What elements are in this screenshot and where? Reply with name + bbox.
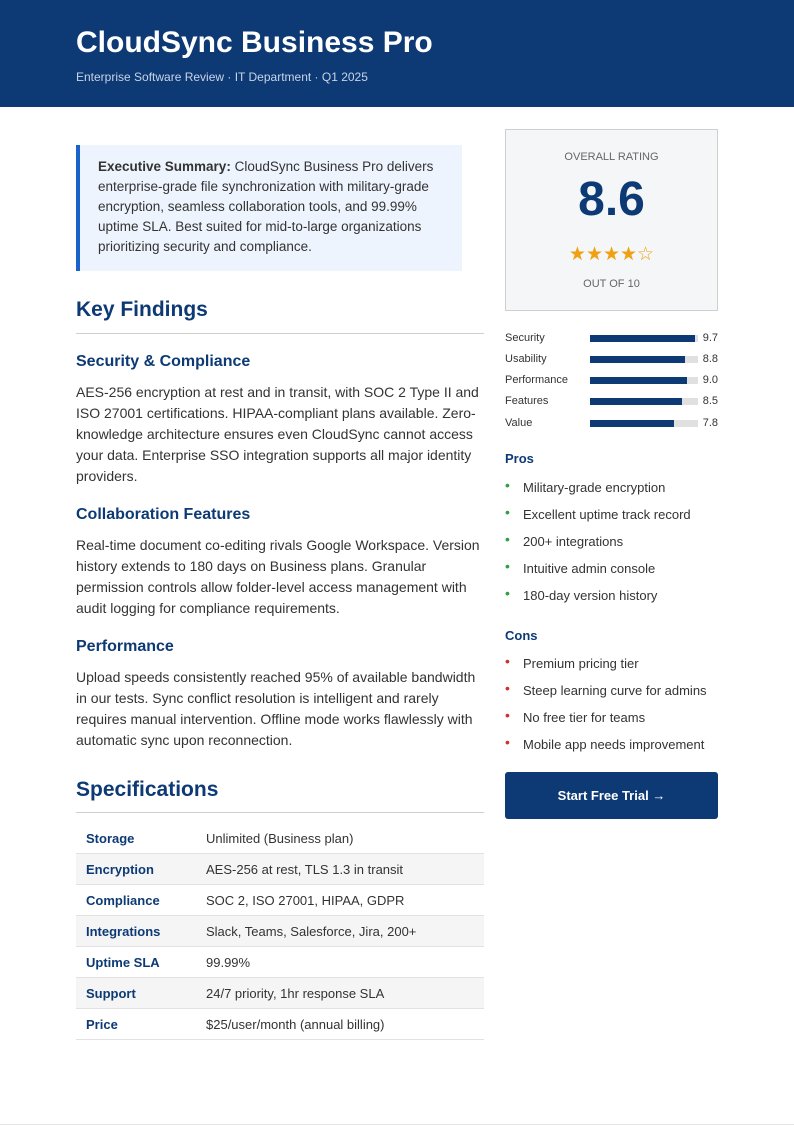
score-track (590, 420, 698, 427)
score-name: Value (505, 417, 533, 429)
arrow-right-icon: → (652, 788, 666, 803)
bullet-icon: • (505, 653, 510, 669)
score-name: Security (505, 332, 545, 344)
score-track (590, 398, 698, 405)
spec-value: SOC 2, ISO 27001, HIPAA, GDPR (196, 885, 484, 916)
score-name: Usability (505, 353, 547, 365)
spec-key: Compliance (76, 885, 196, 916)
page-header (0, 0, 794, 107)
divider (76, 333, 484, 334)
executive-summary (76, 145, 462, 271)
score-value: 8.8 (702, 353, 718, 365)
score-track (590, 377, 698, 384)
table-row (76, 823, 484, 854)
bullet-icon: • (505, 734, 510, 750)
divider (76, 812, 484, 813)
start-free-trial-button[interactable] (505, 772, 718, 819)
score-track (590, 356, 698, 363)
star-rating-icon: ★★★★☆ (568, 244, 655, 265)
bullet-icon: • (505, 680, 510, 696)
summary-text: CloudSync Business Pro delivers enterprise-grade file synchronization with military-grade encryption, seamless collaboration tools, and 99.99% uptime SLA. Best suited for mid-to-large organizations prioritizing security and compliance. (98, 159, 434, 254)
specifications-table (76, 823, 484, 1040)
bullet-icon: • (505, 707, 510, 723)
score-bar-security (505, 331, 718, 345)
spec-value: 24/7 priority, 1hr response SLA (196, 978, 484, 1009)
score-fill (590, 420, 674, 427)
bullet-icon: • (505, 585, 510, 601)
bullet-icon: • (505, 531, 510, 547)
finding-title: Performance (76, 638, 174, 655)
table-row (76, 916, 484, 947)
spec-key: Integrations (76, 916, 196, 947)
spec-value: 99.99% (196, 947, 484, 978)
score-value: 7.8 (702, 417, 718, 429)
score-track (590, 335, 698, 342)
finding-body: Real-time document co-editing rivals Google Workspace. Version history extends to 180 days on Business plans. Granular permission controls allow folder-level access management with audit logging for compliance requirements. (76, 537, 480, 616)
page-subtitle: Enterprise Software Review · IT Department · Q1 2025 (76, 70, 368, 84)
score-fill (590, 377, 687, 384)
score-fill (590, 398, 682, 405)
spec-value: Slack, Teams, Salesforce, Jira, 200+ (196, 916, 484, 947)
rating-score: 8.6 (578, 173, 645, 226)
score-bar-performance (505, 373, 718, 387)
score-bar-value (505, 416, 718, 430)
score-fill (590, 335, 695, 342)
specifications-heading: Specifications (76, 778, 219, 801)
score-name: Performance (505, 374, 568, 386)
spec-value: Unlimited (Business plan) (196, 823, 484, 854)
spec-key: Support (76, 978, 196, 1009)
table-row (76, 947, 484, 978)
cons-heading: Cons (505, 628, 538, 643)
score-value: 9.0 (702, 374, 718, 386)
rating-scale: OUT OF 10 (583, 278, 640, 290)
finding-body: Upload speeds consistently reached 95% of available bandwidth in our tests. Sync conflict resolution is intelligent and rarely requires manual intervention. Offline mode works flawlessly with automatic sync upon reconnection. (76, 669, 476, 748)
rating-label: OVERALL RATING (564, 151, 659, 163)
score-bar-usability (505, 352, 718, 366)
spec-value: AES-256 at rest, TLS 1.3 in transit (196, 854, 484, 885)
cta-label: Start Free Trial (557, 788, 649, 803)
spec-key: Encryption (76, 854, 196, 885)
finding-title: Collaboration Features (76, 506, 251, 523)
page-title: CloudSync Business Pro (76, 26, 433, 59)
pros-heading: Pros (505, 451, 534, 466)
table-row (76, 978, 484, 1009)
table-row (76, 1009, 484, 1040)
finding-body: AES-256 encryption at rest and in transit, with SOC 2 Type II and ISO 27001 certifications. HIPAA-compliant plans available. Zero-knowledge architecture ensures even CloudSync cannot access your data. Enterprise SSO integration supports all major identity providers. (76, 384, 479, 484)
table-row (76, 854, 484, 885)
summary-label: Executive Summary: (98, 159, 231, 174)
bullet-icon: • (505, 558, 510, 574)
overall-rating-card (505, 129, 718, 311)
spec-value: $25/user/month (annual billing) (196, 1009, 484, 1040)
spec-key: Uptime SLA (76, 947, 196, 978)
score-name: Features (505, 395, 549, 407)
score-fill (590, 356, 685, 363)
spec-key: Price (76, 1009, 196, 1040)
bullet-icon: • (505, 477, 510, 493)
finding-title: Security & Compliance (76, 353, 251, 370)
spec-key: Storage (76, 823, 196, 854)
score-value: 9.7 (702, 332, 718, 344)
bullet-icon: • (505, 504, 510, 520)
table-row (76, 885, 484, 916)
score-value: 8.5 (702, 395, 718, 407)
score-bar-features (505, 394, 718, 408)
key-findings-heading: Key Findings (76, 298, 208, 321)
